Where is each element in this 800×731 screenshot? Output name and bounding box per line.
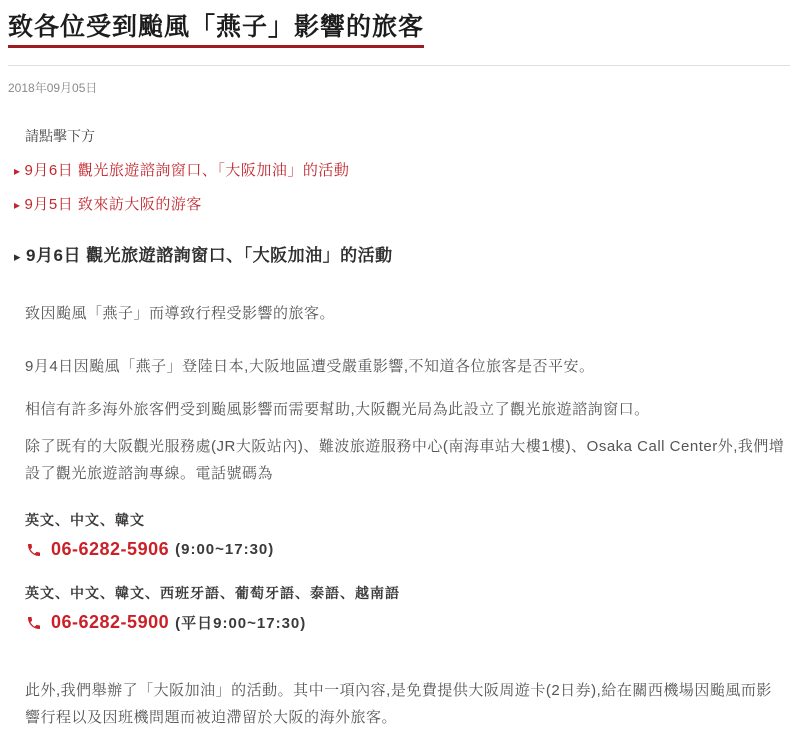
page-title bbox=[8, 8, 790, 48]
triangle-bullet-icon: ▸ bbox=[14, 249, 22, 264]
phone-languages-2: 英文、中文、韓文、西班牙語、葡萄牙語、泰語、越南語 bbox=[25, 585, 400, 601]
phone-icon bbox=[25, 614, 43, 632]
quicklinks-intro: 請點擊下方 bbox=[25, 128, 95, 144]
phone-row-1 bbox=[25, 539, 790, 560]
quicklink-sep5[interactable] bbox=[14, 193, 790, 214]
phone-languages-1: 英文、中文、韓文 bbox=[25, 512, 145, 528]
phone-hours-2: (平日9:00~17:30) bbox=[175, 615, 307, 632]
triangle-bullet-icon: ▸ bbox=[14, 198, 21, 212]
paragraph-salutation: 致因颱風「燕子」而導致行程受影響的旅客。 bbox=[25, 305, 336, 322]
paragraph-campaign: 此外,我們舉辦了「大阪加油」的活動。其中一項內容,是免費提供大阪周遊卡(2日券),給在關西機場因颱風而影響行程以及因班機問題而被迫滯留於大阪的海外旅客。 bbox=[25, 682, 772, 726]
paragraph-typhoon-impact: 9月4日因颱風「燕子」登陸日本,大阪地區遭受嚴重影響,不知道各位旅客是否平安。 bbox=[25, 358, 595, 375]
section-heading-text: 9月6日 觀光旅遊諮詢窗口、「大阪加油」的活動 bbox=[26, 246, 393, 265]
quicklink-sep6[interactable] bbox=[14, 159, 790, 180]
notice-content bbox=[8, 126, 790, 731]
section-heading bbox=[14, 241, 790, 266]
quicklink-sep5-label: 9月5日 致來訪大阪的游客 bbox=[24, 196, 202, 213]
publish-date: 2018年09月05日 bbox=[8, 81, 98, 95]
phone-hours-1: (9:00~17:30) bbox=[175, 541, 275, 558]
triangle-bullet-icon: ▸ bbox=[14, 164, 21, 178]
paragraph-help-desk: 相信有許多海外旅客們受到颱風影響而需要幫助,大阪觀光局為此設立了觀光旅遊諮詢窗口。 bbox=[25, 401, 650, 418]
phone-row-2 bbox=[25, 612, 790, 633]
page-title-text: 致各位受到颱風「燕子」影響的旅客 bbox=[8, 12, 424, 48]
phone-number-1[interactable]: 06-6282-5906 bbox=[51, 539, 170, 559]
paragraph-hotline-intro: 除了既有的大阪觀光服務處(JR大阪站內)、難波旅遊服務中心(南海車站大樓1樓)、Osaka Call Center外,我們增設了觀光旅遊諮詢專線。電話號碼為 bbox=[25, 438, 785, 482]
phone-icon bbox=[25, 541, 43, 559]
quicklink-sep6-label: 9月6日 觀光旅遊諮詢窗口、「大阪加油」的活動 bbox=[24, 162, 350, 179]
phone-number-2[interactable]: 06-6282-5900 bbox=[51, 612, 170, 632]
header-divider bbox=[8, 65, 790, 66]
